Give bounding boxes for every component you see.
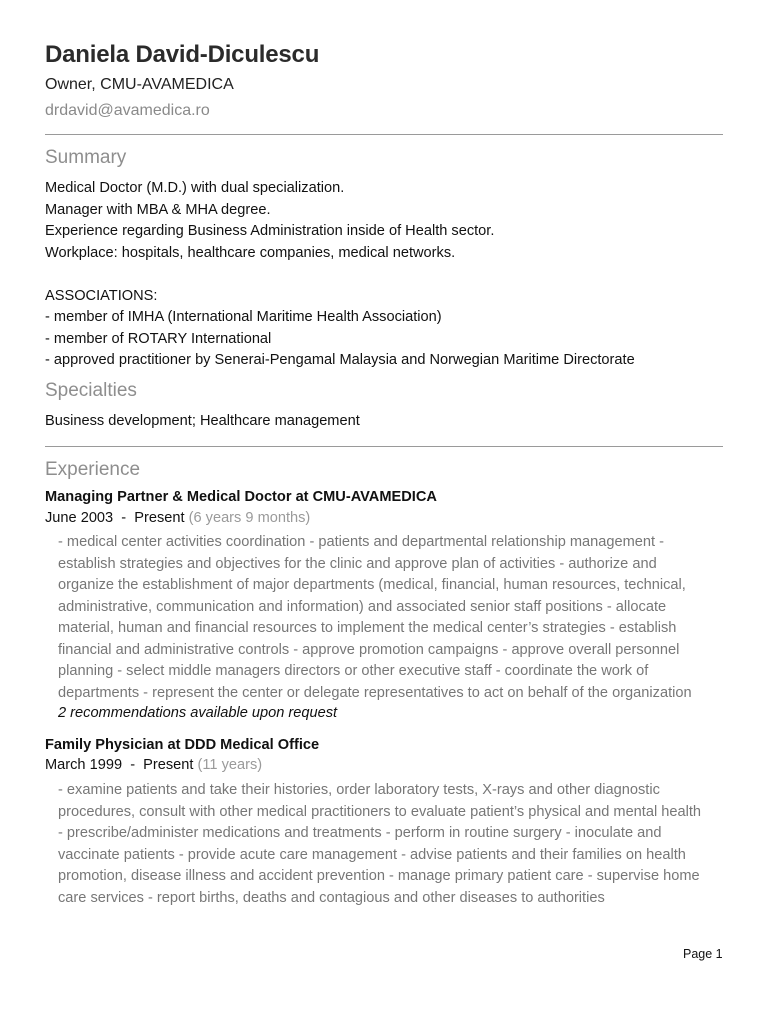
summary-heading: Summary [45, 147, 127, 168]
summary-line: Medical Doctor (M.D.) with dual specialization. [45, 180, 345, 196]
date-separator: - [121, 510, 127, 526]
job-description-line: - examine patients and take their histories, order laboratory tests, X-rays and other diagnostic [58, 782, 660, 798]
job-description-line: care services - report births, deaths and contagious and other diseases to authorities [58, 889, 605, 906]
specialties-divider [45, 446, 723, 447]
job-description [58, 780, 723, 909]
job-start-date: March 1999 [45, 757, 123, 773]
person-headline: Owner, CMU-AVAMEDICA [45, 76, 234, 93]
job-description-line: - medical center activities coordination - patients and departmental relationship management - [58, 534, 664, 550]
job-end-date: Present [143, 757, 194, 773]
job-description-line: departments - represent the center or delegate representatives to act on behalf of the organization [58, 684, 692, 701]
job-dates [45, 510, 310, 526]
job-description-line: promotion, disease illness and accident prevention - manage primary patient care - supervise home [58, 868, 700, 884]
job-description-line: establish strategies and objectives for the clinic and approve plan of activities - authorize and [58, 555, 657, 572]
job-title: Family Physician at DDD Medical Office [45, 737, 320, 753]
specialties-line: Business development; Healthcare management [45, 413, 360, 429]
summary-line: Experience regarding Business Administration inside of Health sector. [45, 223, 495, 239]
experience-heading: Experience [45, 459, 141, 480]
job-start-date: June 2003 [45, 510, 114, 526]
person-email[interactable]: drdavid@avamedica.ro [45, 102, 210, 119]
page-number: Page 1 [683, 947, 723, 961]
job-description-line: procedures, consult with other medical practitioners to evaluate patient’s physical and mental health [58, 803, 702, 820]
summary-line: - approved practitioner by Senerai-Pengamal Malaysia and Norwegian Maritime Directorate [45, 352, 635, 368]
job-description [58, 532, 723, 704]
job-end-date: Present [134, 510, 185, 526]
summary-text [45, 178, 723, 372]
date-separator: - [130, 757, 136, 773]
job-description-line: organize the establishment of major departments (medical, financial, human resources, technical, [58, 577, 686, 593]
job-description-line: financial and administrative controls - approve promotion campaigns - approve overall personnel [58, 641, 680, 658]
summary-line: - member of IMHA (International Maritime Health Association) [45, 309, 442, 325]
job-description-line: material, human and financial resources to implement the medical center’s strategies - establish [58, 620, 677, 636]
job-title: Managing Partner & Medical Doctor at CMU-AVAMEDICA [45, 489, 437, 505]
job-description-line: vaccinate patients - provide acute care management - advise patients and their families on health [58, 846, 686, 863]
job-dates [45, 757, 262, 773]
person-name: Daniela David-Diculescu [45, 41, 320, 68]
header-divider [45, 134, 723, 135]
summary-line: - member of ROTARY International [45, 330, 272, 347]
summary-line: Workplace: hospitals, healthcare companies, medical networks. [45, 244, 456, 261]
summary-line [45, 264, 723, 286]
specialties-text [45, 411, 723, 433]
summary-line: Manager with MBA & MHA degree. [45, 201, 271, 218]
summary-line: ASSOCIATIONS: [45, 287, 158, 304]
job-duration: (11 years) [197, 757, 263, 773]
job-description-line: planning - select middle managers directors or other executive staff - coordinate the work of [58, 663, 649, 679]
job-description-line: administrative, communication and information) and associated senior staff positions - allocate [58, 598, 667, 615]
specialties-heading: Specialties [45, 380, 137, 401]
job-duration: (6 years 9 months) [188, 510, 311, 526]
recommendations-note: 2 recommendations available upon request [58, 705, 338, 721]
job-description-line: - prescribe/administer medications and treatments - perform in routine surgery - inoculate and [58, 825, 662, 841]
